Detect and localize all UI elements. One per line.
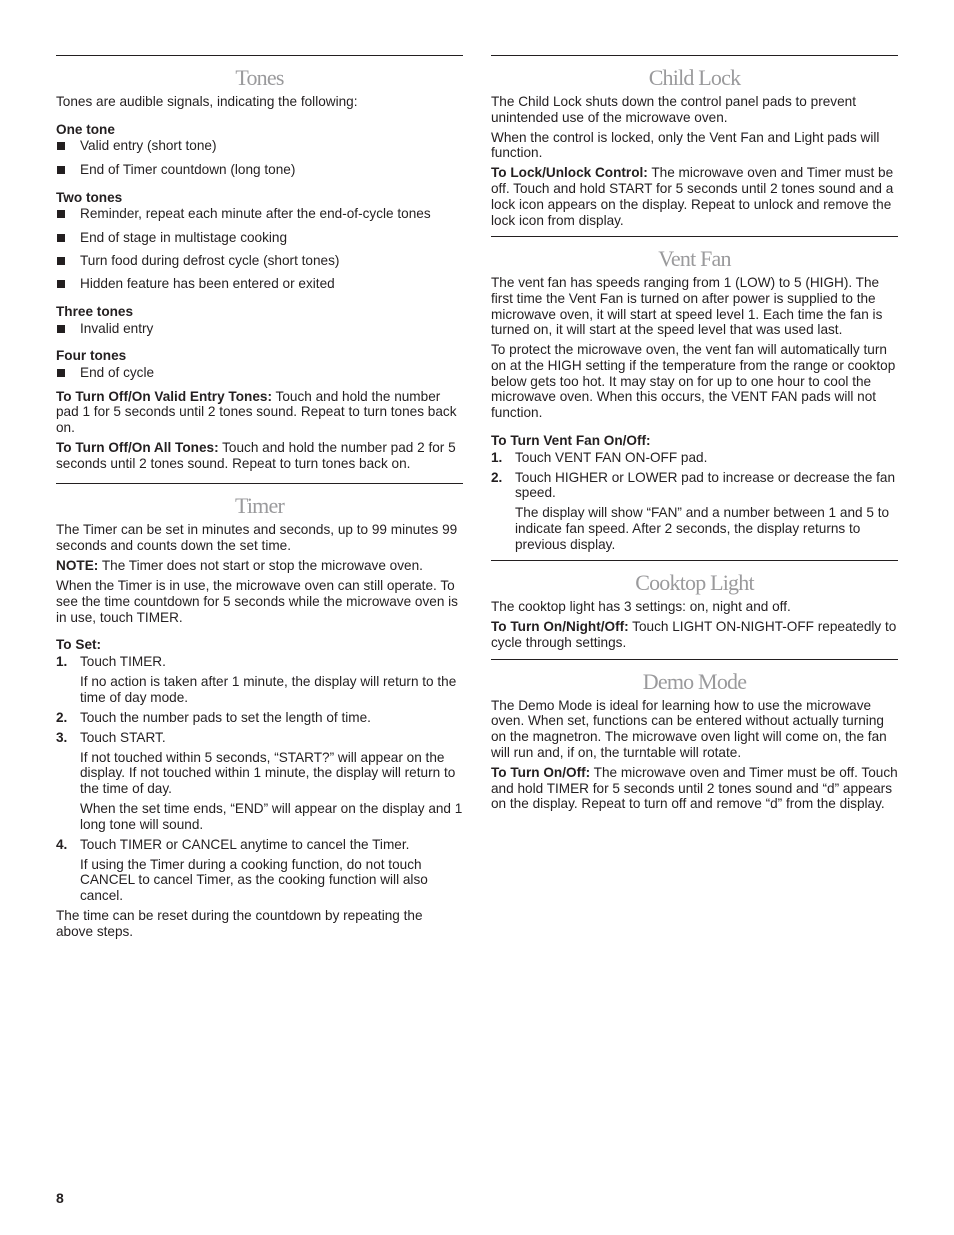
instruction-label: To Turn On/Night/Off: [491,619,629,635]
section-divider [56,483,463,484]
step-number: 1. [491,449,503,465]
section-divider [491,560,898,561]
one-tone-heading: One tone [56,121,115,137]
page-number: 8 [56,1190,64,1206]
to-set-heading: To Set: [56,637,102,653]
valid-entry-tones-instruction [56,389,463,436]
two-tones-heading: Two tones [56,189,123,205]
instruction-label: To Lock/Unlock Control: [491,165,648,181]
child-lock-title: Child Lock [648,65,741,90]
step-note: If using the Timer during a cooking function, do not touch CANCEL to cancel Timer, as the cooking function will also cancel. [80,856,428,904]
one-tone-list [56,138,463,177]
step-number: 2. [491,469,503,485]
four-tones-heading: Four tones [56,348,127,364]
cooktop-light-instruction [491,619,898,650]
instruction-label: To Turn Off/On All Tones: [56,439,219,455]
step-note: The display will show “FAN” and a number between 1 and 5 to indicate fan speed. After 2 seconds, the display returns to previous display. [515,505,890,552]
timer-in-use-paragraph: When the Timer is in use, the microwave oven can still operate. To see the time countdown for 5 seconds while the microwave oven is in use, touch TIMER. [56,578,458,625]
section-divider [56,55,463,56]
note-text: The Timer does not start or stop the microwave oven. [98,558,423,574]
timer-section [56,483,463,939]
instruction-text: The microwave oven and Timer must be off. Touch and hold START for 5 seconds until 2 tones sound and a lock icon appears on the display. Repeat to unlock and remove the lock icon from display. [491,165,894,228]
instruction-text: Touch LIGHT ON-NIGHT-OFF repeatedly to cycle through settings. [491,619,897,651]
instruction-text: The microwave oven and Timer must be off. Touch and hold TIMER for 5 seconds until 2 tones sound and “d” appears on the display. Repeat to turn off and remove “d” from the display. [491,764,898,812]
step-number: 1. [56,653,68,669]
all-tones-instruction [56,440,463,471]
step-item [56,710,463,726]
left-column [56,55,463,944]
vent-fan-section [491,236,898,552]
demo-mode-intro: The Demo Mode is ideal for learning how to use the microwave oven. When set, functions can be entered without actually turning on the magnetron. The microwave oven light will come on, the fan will run and, if on, the turntable will rotate. [491,697,887,760]
vent-fan-steps [491,450,898,553]
step-note: When the set time ends, “END” will appear on the display and 1 long tone will sound. [80,801,463,832]
section-divider [491,236,898,237]
tones-section [56,55,463,471]
step-item [491,470,898,553]
vent-fan-heading: To Turn Vent Fan On/Off: [491,432,651,448]
step-item [56,654,463,705]
list-item: Valid entry (short tone) [56,138,463,154]
cooktop-light-section [491,560,898,650]
timer-note [56,558,463,574]
child-lock-section [491,55,898,228]
list-item: End of Timer countdown (long tone) [56,162,463,178]
list-item: End of stage in multistage cooking [56,230,463,246]
step-text: Touch the number pads to set the length of time. [80,709,371,725]
list-item: End of cycle [56,365,463,381]
timer-intro: The Timer can be set in minutes and seconds, up to 99 minutes 99 seconds and counts down the set time. [56,522,458,554]
step-number: 2. [56,709,68,725]
list-item: Invalid entry [56,321,463,337]
step-number: 3. [56,729,68,745]
lock-unlock-instruction [491,165,898,228]
step-text: Touch HIGHER or LOWER pad to increase or decrease the fan speed. [515,469,896,501]
section-divider [491,55,898,56]
timer-steps [56,654,463,904]
vent-fan-title: Vent Fan [658,246,731,272]
step-text: Touch START. [80,729,166,745]
cooktop-light-intro: The cooktop light has 3 settings: on, night and off. [491,599,791,615]
step-text: Touch TIMER or CANCEL anytime to cancel the Timer. [80,836,410,852]
instruction-text: Touch and hold the number pad 1 for 5 seconds until 2 tones sound. Repeat to turn tones back on. [56,388,457,435]
right-column [491,55,898,816]
tones-title: Tones [235,65,284,90]
vent-fan-protection-paragraph: To protect the microwave oven, the vent fan will automatically turn on at the HIGH setting if the temperature from the range or cooktop below gets too hot. It may stay on for up to one hour to cool the microwave oven. When this occurs, the VENT FAN pads will not function. [491,342,896,421]
cooktop-light-title: Cooktop Light [635,570,754,596]
step-note: If not touched within 5 seconds, “START?” will appear on the display. If not touched within 1 minute, the display will return to the time of day. [80,749,456,797]
timer-reset-paragraph: The time can be reset during the countdown by repeating the above steps. [56,908,423,939]
step-item [56,837,463,904]
instruction-label: To Turn On/Off: [491,764,591,780]
list-item: Hidden feature has been entered or exited [56,276,463,292]
child-lock-paragraph: When the control is locked, only the Vent Fan and Light pads will function. [491,129,880,161]
section-divider [491,659,898,660]
instruction-label: To Turn Off/On Valid Entry Tones: [56,388,272,404]
three-tones-heading: Three tones [56,304,134,320]
four-tones-list [56,365,463,381]
demo-mode-title: Demo Mode [642,668,747,694]
instruction-text: Touch and hold the number pad 2 for 5 seconds until 2 tones sound. Repeat to turn tones back on. [56,439,456,471]
demo-mode-section [491,659,898,812]
vent-fan-intro: The vent fan has speeds ranging from 1 (LOW) to 5 (HIGH). The first time the Vent Fan is turned on after power is supplied to the microwave oven, it will start at speed level 1. Each time the fan is turned on, it will start at the speed level that was used last. [491,275,883,338]
tones-intro: Tones are audible signals, indicating the following: [56,94,358,109]
list-item: Reminder, repeat each minute after the end-of-cycle tones [56,206,463,222]
note-label: NOTE: [56,558,99,574]
child-lock-intro: The Child Lock shuts down the control panel pads to prevent unintended use of the microwave oven. [491,94,856,125]
step-note: If no action is taken after 1 minute, the display will return to the time of day mode. [80,673,457,705]
list-item: Turn food during defrost cycle (short tones) [56,253,463,269]
three-tones-list [56,321,463,337]
step-item [56,730,463,833]
step-text: Touch VENT FAN ON-OFF pad. [515,449,708,465]
step-item [491,450,898,466]
step-text: Touch TIMER. [80,653,166,669]
timer-title: Timer [235,493,284,519]
demo-mode-instruction [491,765,898,812]
two-tones-list [56,206,463,292]
step-number: 4. [56,836,68,852]
